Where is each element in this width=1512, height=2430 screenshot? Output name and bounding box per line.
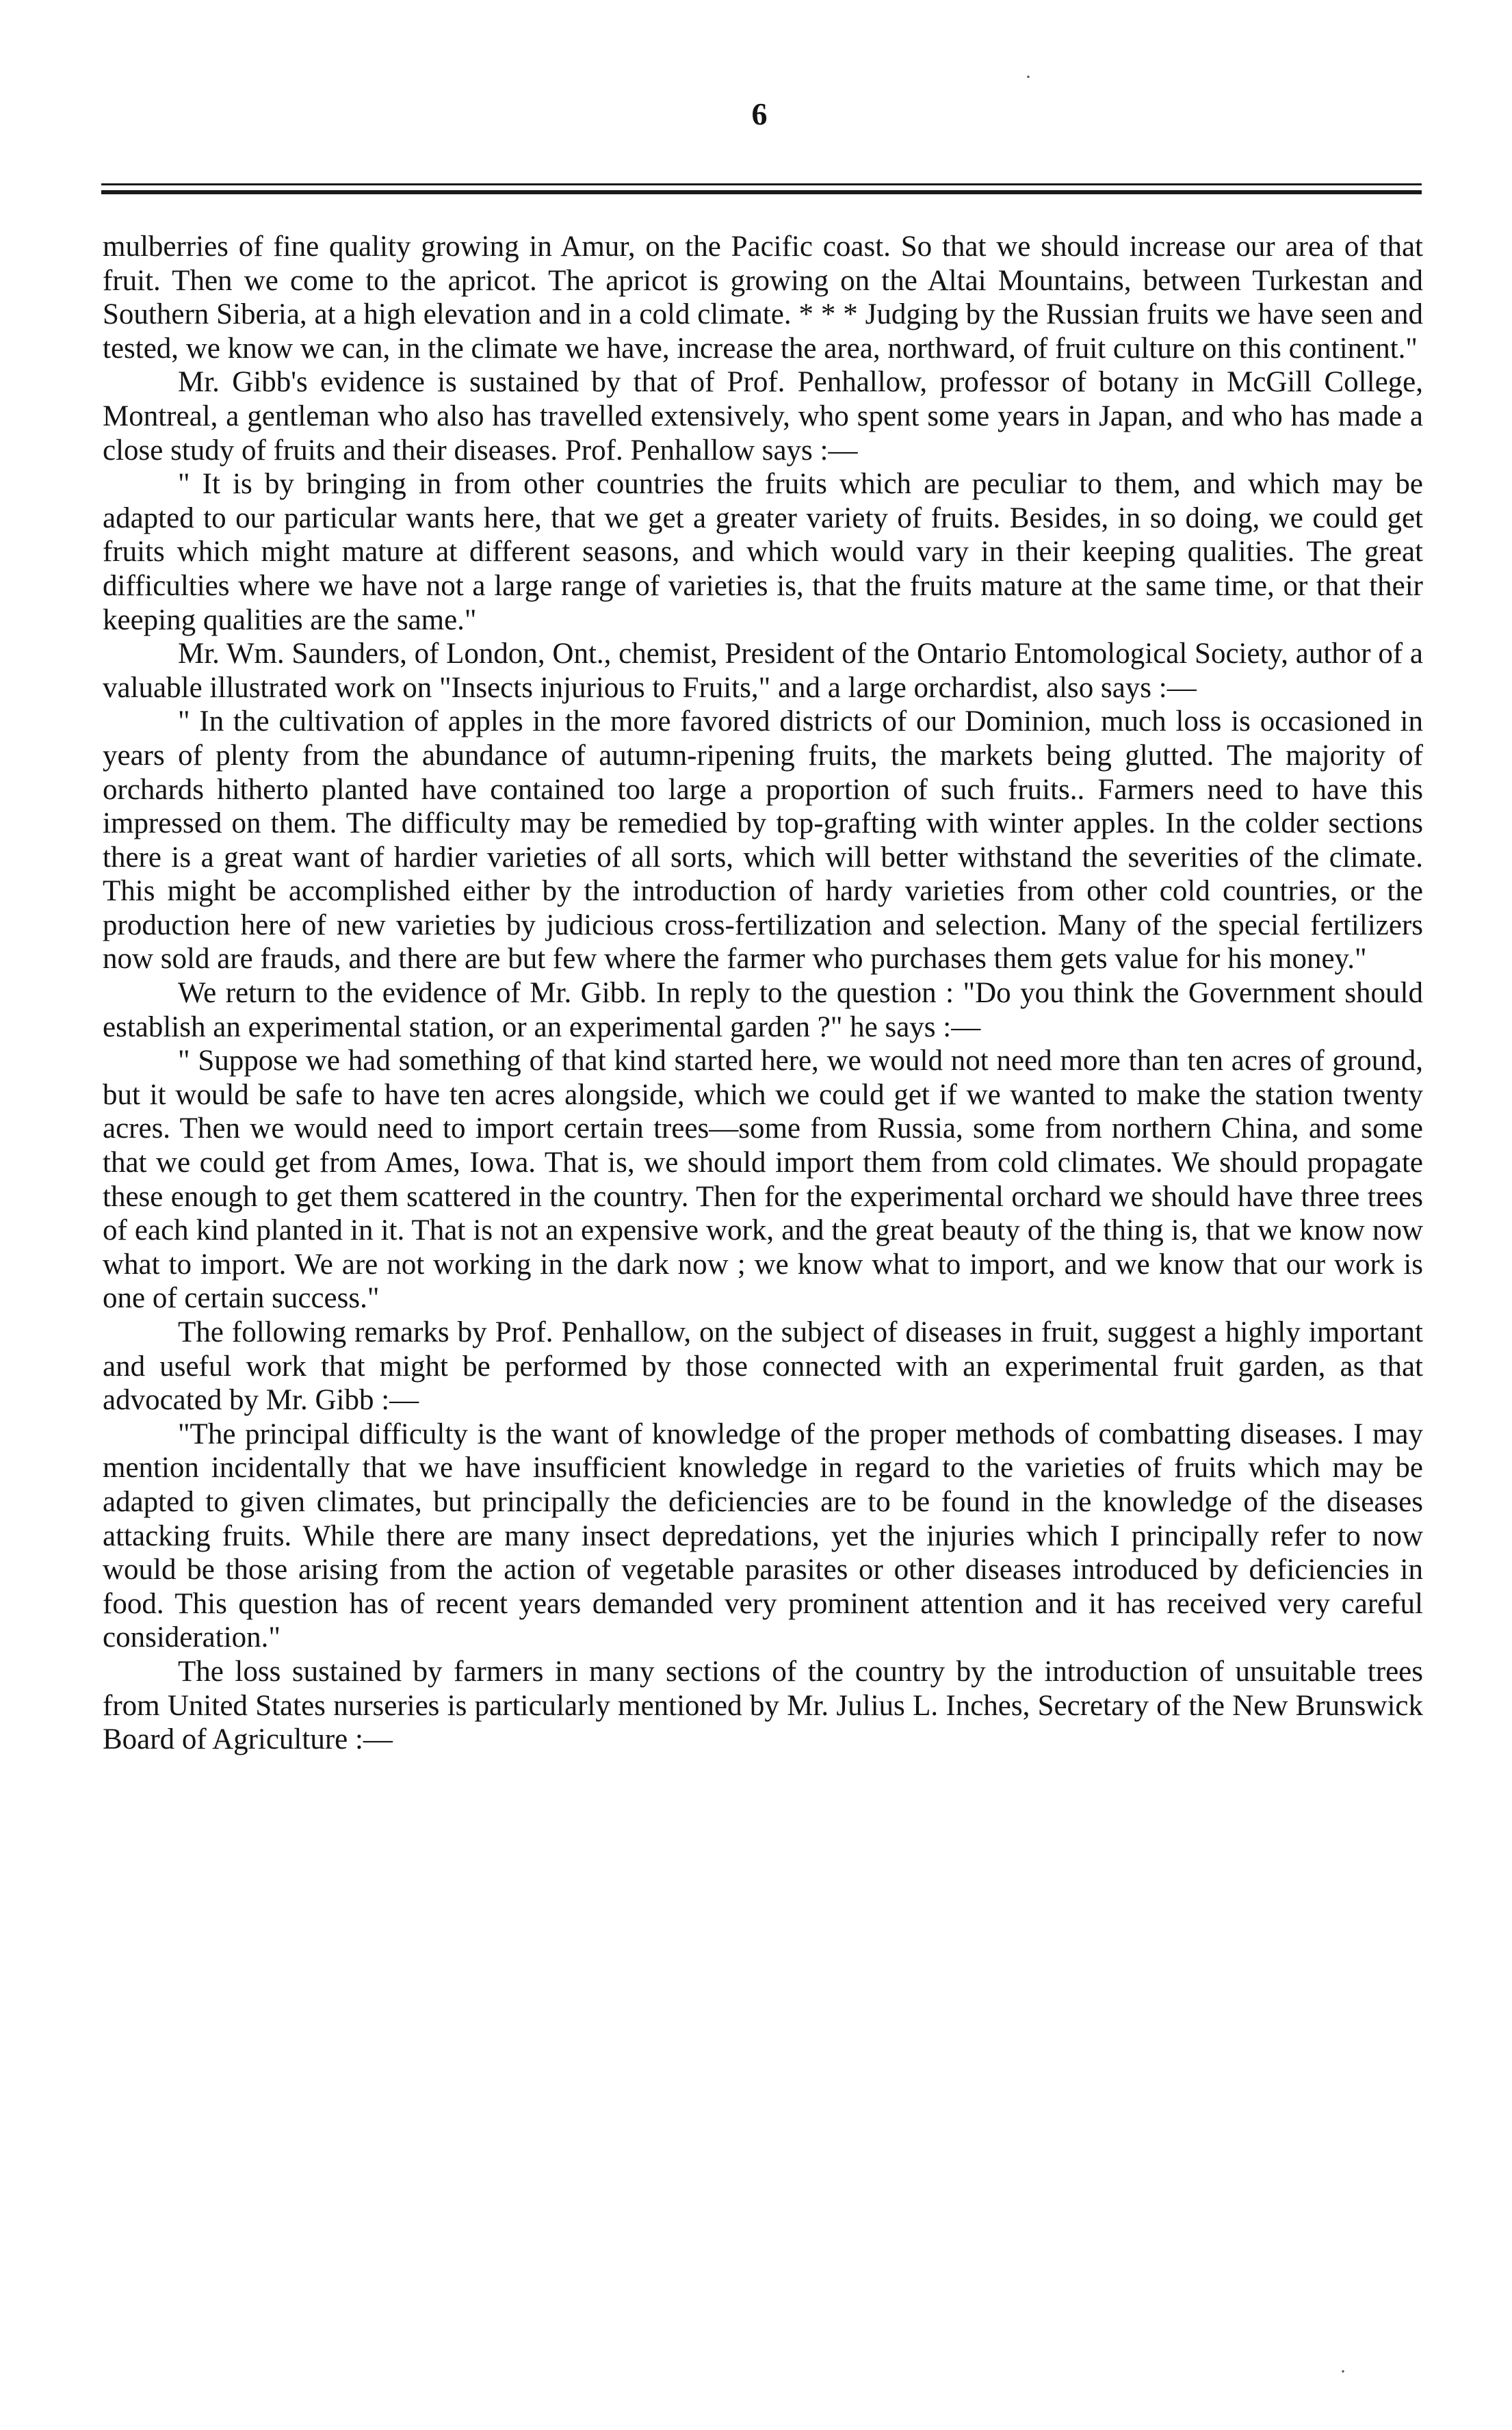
body-text — [103, 230, 1423, 1757]
paragraph: The following remarks by Prof. Penhallow, on the subject of diseases in fruit, suggest a highly important and useful work that might be performed by those connected with an experimental fruit garden, as that advocated by Mr. Gibb :— — [103, 1316, 1423, 1417]
paragraph: mulberries of fine quality growing in Amur, on the Pacific coast. So that we should increase our area of that fruit. Then we come to the apricot. The apricot is growing on the Altai Mountains, between Turkestan and Southern Siberia, at a high elevation and in a cold climate. * * * Judging by the Russian fruits we have seen and tested, we know we can, in the climate we have, increase the area, northward, of fruit culture on this continent." — [103, 231, 1423, 365]
paragraph: " It is by bringing in from other countries the fruits which are peculiar to them, and which may be adapted to our particular wants here, that we get a greater variety of fruits. Besides, in so doing, we could get fruits which might mature at different seasons, and which would vary in their keeping qualities. The great difficulties where we have not a large range of varieties is, that the fruits mature at the same time, or that their keeping qualities are the same." — [103, 468, 1423, 636]
paragraph: "The principal difficulty is the want of knowledge of the proper methods of combatting diseases. I may mention incidentally that we have insufficient knowledge in regard to the varieties of fruits which may be adapted to given climates, but principally the deficiencies are to be found in the knowledge of the diseases attacking fruits. While there are many insect depredations, yet the injuries which I principally refer to now would be those arising from the action of vegetable parasites or other diseases introduced by deficiencies in food. This question has of recent years demanded very prominent attention and it has received very careful consideration." — [103, 1418, 1423, 1654]
print-speck: · — [1340, 2360, 1346, 2383]
paragraph: " In the cultivation of apples in the more favored districts of our Dominion, much loss is occasioned in years of plenty from the abundance of autumn-ripening fruits, the markets being glutted. The majority of orchards hitherto planted have contained too large a proportion of such fruits.. Farmers need to have this impressed on them. The difficulty may be remedied by top-grafting with winter apples. In the colder sections there is a great want of hardier varieties of all sorts, which will better withstand the severities of the climate. This might be accomplished either by the introduction of hardy varieties from other cold countries, or the production here of new varieties by judicious cross-fertilization and selection. Many of the special fertilizers now sold are frauds, and there are but few where the farmer who purchases them gets value for his money." — [103, 705, 1423, 976]
paragraph: Mr. Wm. Saunders, of London, Ont., chemist, President of the Ontario Entomological Society, author of a valuable illustrated work on "Insects injurious to Fruits," and a large orchardist, also says :— — [103, 638, 1424, 704]
paragraph: Mr. Gibb's evidence is sustained by that of Prof. Penhallow, professor of botany in McGill College, Montreal, a gentleman who also has travelled extensively, who spent some years in Japan, and who has made a close study of fruits and their diseases. Prof. Penhallow says :— — [103, 366, 1423, 467]
header-rule-thick — [101, 190, 1422, 194]
print-speck: · — [1025, 66, 1032, 88]
paragraph: The loss sustained by farmers in many sections of the country by the introduction of unsuitable trees from United States nurseries is particularly mentioned by Mr. Julius L. Inches, Secretary of the New Brunswick Board of Agriculture :— — [103, 1655, 1423, 1756]
header-rule-thin — [101, 183, 1422, 185]
paragraph: We return to the evidence of Mr. Gibb. In reply to the question : "Do you think the Government should establish an experimental station, or an experimental garden ?" he says :— — [103, 977, 1423, 1043]
page-number: 6 — [751, 96, 768, 131]
paragraph: " Suppose we had something of that kind started here, we would not need more than ten acres of ground, but it would be safe to have ten acres alongside, which we could get if we wanted to make the station twenty acres. Then we would need to import certain trees—some from Russia, some from northern China, and some that we could get from Ames, Iowa. That is, we should import them from cold climates. We should propagate these enough to get them scattered in the country. Then for the experimental orchard we should have three trees of each kind planted in it. That is not an expensive work, and the great beauty of the thing is, that we know now what to import. We are not working in the dark now ; we know what to import, and we know that our work is one of certain success." — [103, 1045, 1423, 1315]
